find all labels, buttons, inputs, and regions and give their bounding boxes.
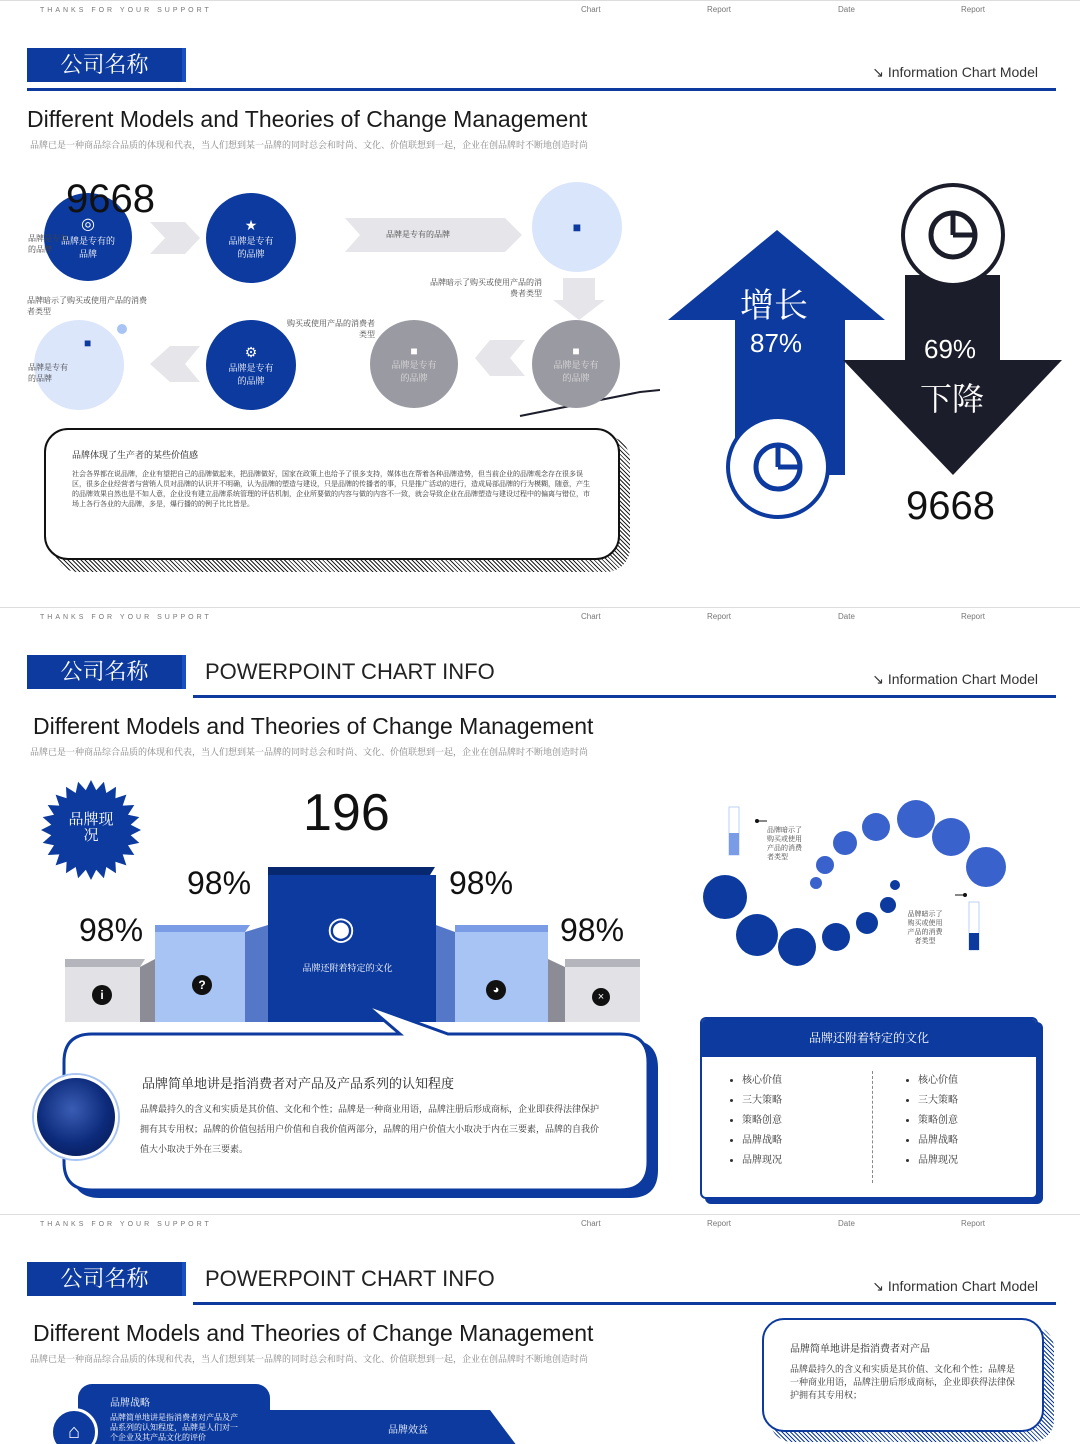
gears-icon: ⚙ (244, 343, 258, 360)
info-chart-model-label: Information Chart Model (887, 64, 1038, 80)
process-circle-2 (206, 193, 296, 283)
target-icon: ◎ (81, 216, 95, 233)
dots-label-top: 品牌暗示了购买或使用产品的消费者类型 (767, 827, 802, 861)
info-icon: i (92, 985, 112, 1005)
culture-item: • 品牌现况 (918, 1151, 958, 1171)
top-number: 196 (303, 784, 390, 842)
nav-report[interactable]: Report (707, 5, 732, 14)
bubble-body: 品牌最持久的含义和实质是其价值、文化和个性；品牌是一种商业用语，品牌注册后形成商标，企业即获得法律保护拥有其专用权；品牌的价值包括用户价值和自我价值两部分，品牌的用户价值大小取决于内在三要素，品牌的自我价值大小取决于外在三要素。 (140, 1104, 600, 1154)
culture-list-right (918, 1071, 958, 1171)
slide-top-bar (0, 1214, 1080, 1236)
nav-chart[interactable]: Chart (581, 612, 601, 621)
dots-label-bottom: 品牌暗示了购买或使用产品的消费者类型 (907, 911, 943, 945)
process-circle-3 (532, 182, 622, 272)
info-chart-model: ↘ Information Chart Model (872, 1278, 1038, 1294)
nav-date[interactable]: Date (838, 5, 855, 14)
main-title: Different Models and Theories of Change Management (33, 1320, 594, 1346)
main-title: Different Models and Theories of Change Management (27, 106, 588, 132)
process-circle-7-label: 品牌是专有的品牌 (553, 360, 599, 383)
process-circle-1-label: 品牌是专有的品牌 (60, 236, 115, 259)
close-icon: × (592, 988, 610, 1006)
thanks-text: THANKS FOR YOUR SUPPORT (40, 1221, 212, 1228)
nav-report-2[interactable]: Report (961, 1219, 986, 1228)
slide-3 (0, 1214, 1080, 1444)
culture-list-left (742, 1071, 782, 1171)
pedestal-pct-4: 98% (560, 912, 625, 948)
callout-3-title: 品牌简单地讲是指消费者对产品 (790, 1344, 930, 1355)
main-title: Different Models and Theories of Change Management (33, 713, 594, 739)
pedestal-pct-3: 98% (449, 865, 514, 901)
decline-value: 69% (924, 334, 977, 364)
subtitle: 品牌已是一种商品综合品质的体现和代表，当人们想到某一品牌的同时总会和时尚、文化、价值联想到一起，企业在创品牌时不断地创造时尚 (30, 747, 589, 757)
culture-item: • 品牌战略 (742, 1131, 782, 1151)
callout-box-3 (762, 1318, 1044, 1432)
pie-chart-icon-blue (726, 415, 830, 519)
process-circle-4-label: 品牌是专有的品牌 (28, 363, 68, 383)
award-icon: ★ (244, 216, 258, 233)
home-icon: ⌂ (50, 1408, 98, 1444)
dots-spiral (695, 787, 1025, 982)
culture-item: • 策略创意 (918, 1111, 958, 1131)
culture-item: • 核心价值 (918, 1071, 958, 1091)
nav-chart[interactable]: Chart (581, 1219, 601, 1228)
ppt-title: POWERPOINT CHART INFO (205, 1266, 495, 1291)
thanks-text: THANKS FOR YOUR SUPPORT (40, 7, 212, 14)
culture-item: • 品牌战略 (918, 1131, 958, 1151)
process-circle-6 (370, 320, 458, 408)
process-left-desc: 品牌暗示了购买或使用产品的消费者类型 (27, 296, 147, 316)
question-icon: ? (192, 975, 212, 995)
avatar (34, 1075, 118, 1159)
callout-title: 品牌体现了生产者的某些价值感 (72, 450, 199, 460)
growth-value: 87% (750, 328, 803, 358)
benefit-ribbon-label: 品牌效益 (388, 1425, 428, 1436)
strategy-tab-title: 品牌战略 (110, 1398, 150, 1409)
page-icon: ■ (410, 344, 418, 358)
header-divider (193, 1302, 1056, 1305)
process-circle-6-label: 品牌是专有的品牌 (391, 360, 437, 383)
subtitle: 品牌已是一种商品综合品质的体现和代表，当人们想到某一品牌的同时总会和时尚、文化、价值联想到一起，企业在创品牌时不断地创造时尚 (30, 1354, 589, 1364)
pedestal-center-label: 品牌还附着特定的文化 (302, 963, 393, 973)
culture-divider (872, 1071, 873, 1183)
nav-report-2[interactable]: Report (961, 612, 986, 621)
culture-item: • 品牌现况 (742, 1151, 782, 1171)
note-icon: ■ (572, 344, 580, 358)
clipboard-icon: ■ (84, 336, 92, 350)
process-circle-3-desc: 品牌暗示了购买或使用产品的消费者类型 (430, 278, 542, 298)
header-divider (27, 88, 1056, 91)
document-icon: ■ (572, 219, 582, 235)
process-circle-7 (532, 320, 620, 408)
process-circle-5-desc: 购买或使用产品的消费者类型 (287, 319, 375, 339)
process-circle-5-label: 品牌是专有的品牌 (228, 362, 274, 386)
subtitle: 品牌已是一种商品综合品质的体现和代表，当人们想到某一品牌的同时总会和时尚、文化、价值联想到一起，企业在创品牌时不断地创造时尚 (30, 140, 589, 150)
globe-icon: ◉ (327, 910, 355, 946)
culture-item: • 三大策略 (742, 1091, 782, 1111)
slide-1 (0, 0, 1080, 605)
culture-item: • 策略创意 (742, 1111, 782, 1131)
slide-2 (0, 607, 1080, 1212)
info-chart-model-label: Information Chart Model (887, 1278, 1038, 1294)
growth-label: 增长 (740, 287, 808, 325)
strategy-tab-body: 品牌简单地讲是指消费者对产品及产品系列的认知程度，品牌是人们对一个企业及其产品文化的评价 (110, 1413, 238, 1442)
culture-item: • 三大策略 (918, 1091, 958, 1111)
info-chart-model: ↘ Information Chart Model (872, 671, 1038, 687)
nav-chart[interactable]: Chart (581, 5, 601, 14)
company-name: 公司名称 (27, 655, 186, 689)
company-name: 公司名称 (27, 1262, 186, 1296)
slide-top-bar (0, 0, 1080, 22)
big-number-bottom: 9668 (906, 484, 995, 528)
company-name: 公司名称 (27, 48, 186, 82)
culture-item: • 核心价值 (742, 1071, 782, 1091)
decline-label: 下降 (920, 381, 985, 417)
check-badge-icon (115, 322, 129, 336)
nav-date[interactable]: Date (838, 612, 855, 621)
process-arrow-label: 品牌是专有的品牌 (386, 230, 450, 239)
slide-top-bar (0, 607, 1080, 629)
callout-3-body: 品牌最持久的含义和实质是其价值、文化和个性；品牌是一种商业用语，品牌注册后形成商标，企业即获得法律保护拥有其专用权； (790, 1364, 1016, 1400)
callout-box (44, 428, 620, 560)
info-chart-model: ↘ Information Chart Model (872, 64, 1038, 80)
thanks-text: THANKS FOR YOUR SUPPORT (40, 614, 212, 621)
culture-box (700, 1017, 1038, 1199)
pie-icon: ◕ (486, 980, 506, 1000)
culture-box-title: 品牌还附着特定的文化 (702, 1019, 1036, 1057)
pie-chart-icon-dark (901, 183, 1005, 287)
pedestal-pct-1: 98% (79, 912, 144, 948)
header-divider (193, 695, 1056, 698)
nav-report[interactable]: Report (707, 1219, 732, 1228)
nav-date[interactable]: Date (838, 1219, 855, 1228)
callout-body: 社会各界都在说品牌，企业有望把自己的品牌做起来，把品牌做好，国家在政策上也给予了很多支持，媒体也在帮着各种品牌造势，但当前企业的品牌观念存在很多误区，很多企业经营者与营销人员对品牌的认识并不明确，认为品牌的塑造与建设，只是品牌的传播者的事，只是推广活动的进行，造成局部品牌的行为模糊，随意，产生的品牌效果自然也是不如人意，企业没有建立品牌系统管理的评估机制，企业所要做的内容与做的内容不一致，就会导致企业在品牌塑造与建设过程中的偏离与错位，市场上各行各业的大品牌，多是，爆行播的的例子比比皆是。 (72, 471, 590, 508)
pedestal-pct-2: 98% (187, 865, 252, 901)
strategy-tab (78, 1384, 270, 1444)
big-number-top: 9668 (66, 177, 155, 221)
process-circle-1-side-label: 品牌是专有的品牌 (28, 234, 68, 254)
process-circle-2-label: 品牌是专有的品牌 (228, 235, 274, 259)
nav-report-2[interactable]: Report (961, 5, 986, 14)
info-chart-model-label: Information Chart Model (887, 671, 1038, 687)
growth-decline-arrows (660, 175, 1070, 535)
bubble-title: 品牌简单地讲是指消费者对产品及产品系列的认知程度 (142, 1076, 455, 1091)
nav-report[interactable]: Report (707, 612, 732, 621)
badge-label: 品牌现况 (68, 811, 114, 844)
ppt-title: POWERPOINT CHART INFO (205, 659, 495, 684)
